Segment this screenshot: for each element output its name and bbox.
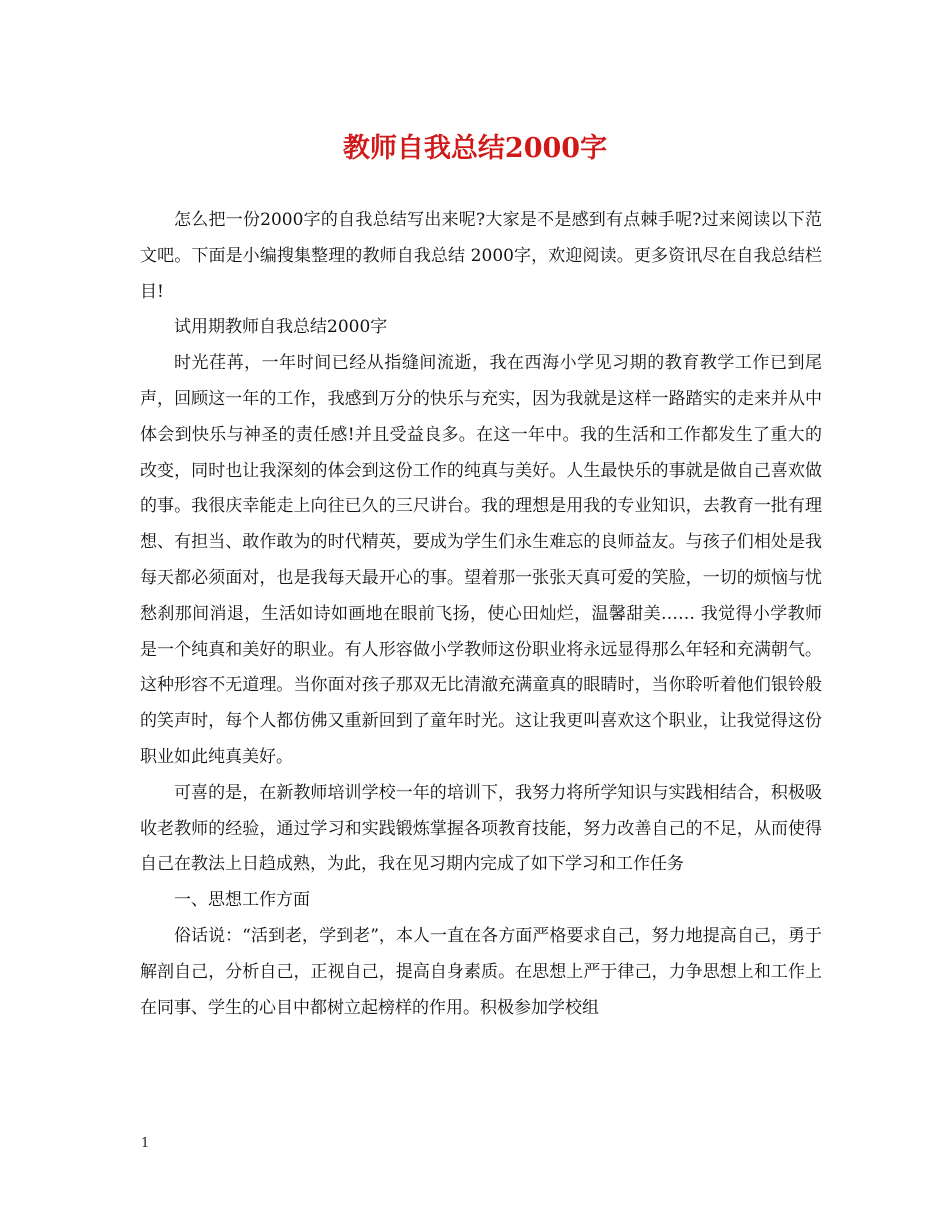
body-paragraph: 可喜的是，在新教师培训学校一年的培训下，我努力将所学知识与实践相结合，积极吸收老教师的经验，通过学习和实践锻炼掌握各项教育技能，努力改善自己的不足，从而使得自己在教法上日趋成熟，为此，我在见习期内完成了如下学习和工作任务 (140, 782, 822, 875)
document-body (140, 203, 822, 1026)
body-paragraph: 俗话说：“活到老，学到老”，本人一直在各方面严格要求自己，努力地提高自己，勇于解剖自己，分析自己，正视自己，提高自身素质。在思想上严于律己，力争思想上和工作上在同事、学生的心目中都树立起榜样的作用。积极参加学校组 (140, 925, 822, 1018)
document-title: 教师自我总结2000字 (342, 133, 608, 164)
intro-paragraph: 怎么把一份2000字的自我总结写出来呢?大家是不是感到有点棘手呢?过来阅读以下范文吧。下面是小编搜集整理的教师自我总结 2000字，欢迎阅读。更多资讯尽在自我总结栏目! (140, 210, 822, 302)
section-heading-probation: 试用期教师自我总结2000字 (174, 317, 388, 338)
section-heading-ideology: 一、思想工作方面 (174, 890, 310, 911)
body-paragraph: 时光荏苒，一年时间已经从指缝间流逝，我在西海小学见习期的教育教学工作已到尾声，回顾这一年的工作，我感到万分的快乐与充实，因为我就是这样一路踏实的走来并从中体会到快乐与神圣的责任感!并且受益良多。在这一年中。我的生活和工作都发生了重大的改变，同时也让我深刻的体会到这份工作的纯真与美好。人生最快乐的事就是做自己喜欢做的事。我很庆幸能走上向往已久的三尺讲台。我的理想是用我的专业知识，去教育一批有理想、有担当、敢作敢为的时代精英，要成为学生们永生难忘的良师益友。与孩子们相处是我每天都必须面对，也是我每天最开心的事。望着那一张张天真可爱的笑脸，一切的烦恼与忧愁刹那间消退，生活如诗如画地在眼前飞扬，使心田灿烂，温馨甜美…… 我觉得小学教师是一个纯真和美好的职业。有人形容做小学教师这份职业将永远显得那么年轻和充满朝气。这种形容不无道理。当你面对孩子那双无比清澈充满童真的眼睛时，当你聆听着他们银铃般的笑声时，每个人都仿佛又重新回到了童年时光。这让我更叫喜欢这个职业，让我觉得这份职业如此纯真美好。 (140, 353, 822, 767)
page-number: 1 (141, 1136, 150, 1151)
